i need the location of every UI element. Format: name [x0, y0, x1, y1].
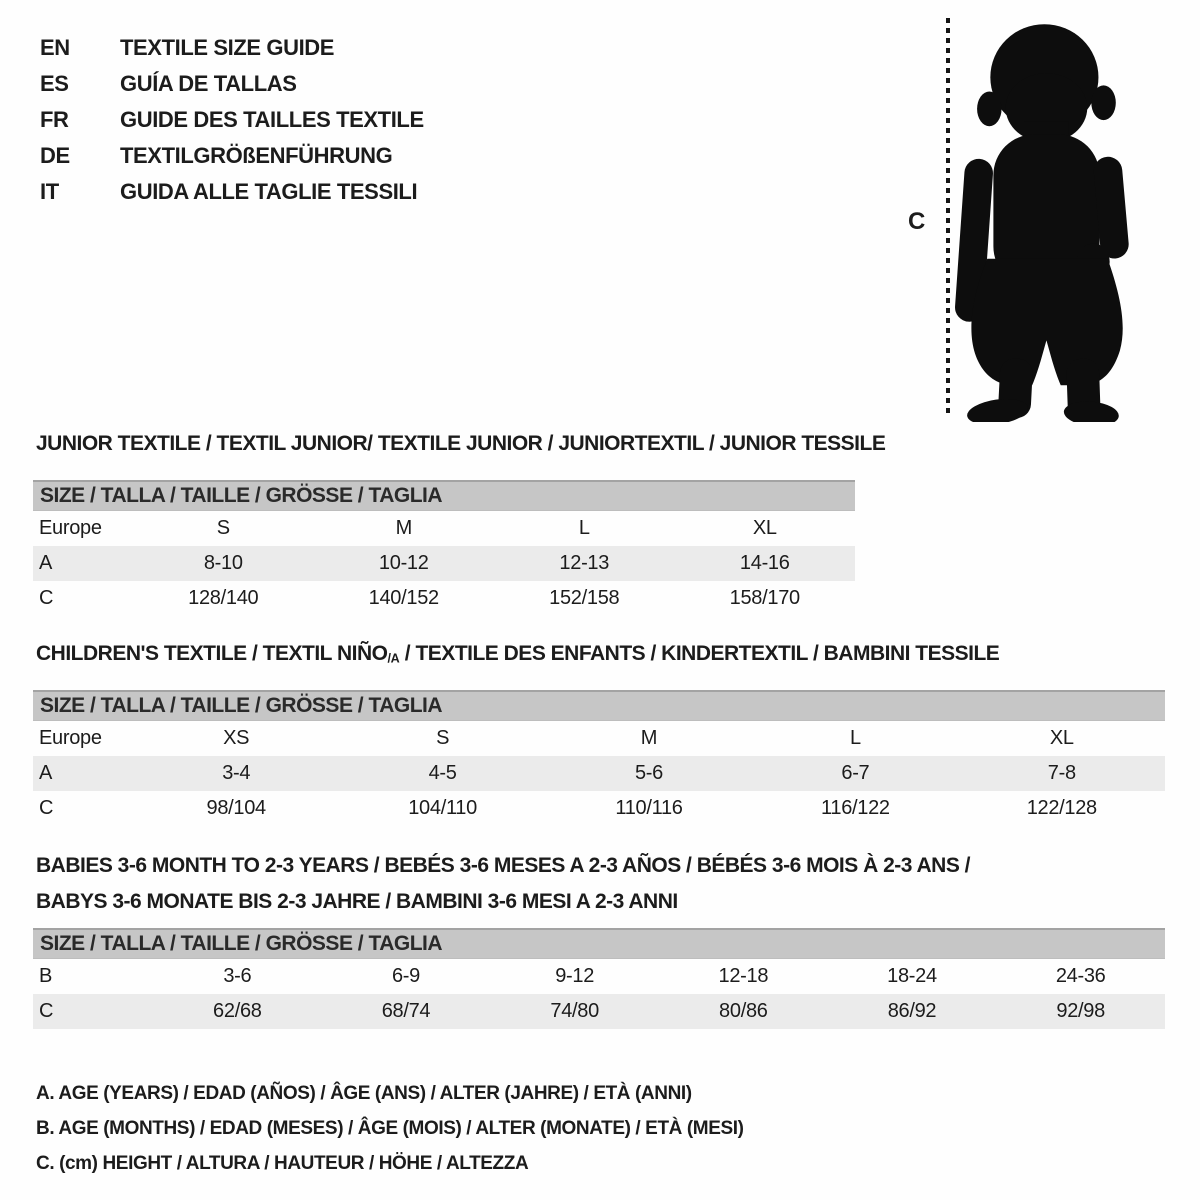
age-cell: 4-5 — [428, 762, 457, 784]
legend-line-a: A. AGE (YEARS) / EDAD (AÑOS) / ÂGE (ANS) / ALTER (JAHRE) / ETÀ (ANNI) — [36, 1083, 692, 1104]
measurement-legend — [36, 1076, 744, 1181]
language-code: FR — [40, 107, 69, 132]
table-row — [33, 511, 855, 546]
table-row — [33, 581, 855, 616]
legend-line-c: C. (cm) HEIGHT / ALTURA / HAUTEUR / HÖHE / ALTEZZA — [36, 1153, 529, 1174]
language-code: ES — [40, 71, 69, 96]
row-label: A — [39, 762, 53, 784]
size-cell: S — [216, 517, 230, 539]
height-cell: 68/74 — [381, 1000, 431, 1022]
height-cell: 86/92 — [887, 1000, 937, 1022]
table-row — [33, 721, 1165, 756]
size-cell: M — [640, 727, 658, 749]
children-size-header-bar: SIZE / TALLA / TAILLE / GRÖSSE / TAGLIA — [33, 690, 1165, 721]
language-label: GUÍA DE TALLAS — [120, 71, 297, 96]
height-dashed-line — [946, 18, 950, 416]
months-cell: 12-18 — [718, 965, 769, 987]
language-code: IT — [40, 179, 59, 204]
height-cell: 80/86 — [719, 1000, 768, 1022]
height-cell: 116/122 — [821, 797, 890, 819]
language-code: DE — [40, 143, 70, 168]
months-cell: 9-12 — [555, 965, 595, 987]
babies-size-table — [33, 928, 1165, 1029]
size-cell: L — [849, 727, 861, 749]
height-cell: 140/152 — [368, 587, 439, 609]
babies-size-header-bar: SIZE / TALLA / TAILLE / GRÖSSE / TAGLIA — [33, 928, 1165, 959]
toddler-silhouette-icon — [952, 14, 1147, 422]
children-title-suffix: / TEXTILE DES ENFANTS / KINDERTEXTIL / BAMBINI TESSILE — [399, 642, 1000, 665]
height-cell: 104/110 — [408, 797, 477, 819]
row-label: Europe — [39, 517, 102, 539]
height-cell: 158/170 — [729, 587, 800, 609]
height-cell: 62/68 — [213, 1000, 262, 1022]
babies-title-line1: BABIES 3-6 MONTH TO 2-3 YEARS / BEBÉS 3-6 MESES A 2-3 AÑOS / BÉBÉS 3-6 MOIS À 2-3 ANS / — [36, 854, 971, 877]
row-label: C — [39, 1000, 54, 1022]
language-row — [40, 30, 424, 66]
months-cell: 18-24 — [887, 965, 937, 987]
babies-section-title — [36, 848, 970, 920]
row-label: C — [39, 797, 54, 819]
height-cell: 110/116 — [615, 797, 683, 819]
age-cell: 7-8 — [1047, 762, 1076, 784]
height-cell: 98/104 — [206, 797, 266, 819]
children-title-subscript: /A — [387, 651, 400, 666]
age-cell: 8-10 — [203, 552, 243, 574]
height-measure-c-label: C — [908, 208, 926, 235]
table-row — [33, 994, 1165, 1029]
months-cell: 6-9 — [391, 965, 420, 987]
height-cell: 128/140 — [188, 587, 259, 609]
table-row — [33, 791, 1165, 826]
age-cell: 5-6 — [634, 762, 663, 784]
row-label: B — [39, 965, 53, 987]
height-cell: 152/158 — [549, 587, 620, 609]
row-label: Europe — [39, 727, 102, 749]
language-row — [40, 138, 424, 174]
children-size-table — [33, 690, 1165, 826]
table-row — [33, 756, 1165, 791]
age-cell: 12-13 — [559, 552, 610, 574]
age-cell: 14-16 — [739, 552, 790, 574]
months-cell: 24-36 — [1055, 965, 1106, 987]
language-list — [40, 30, 424, 210]
height-cell: 122/128 — [1026, 797, 1097, 819]
junior-section-title: JUNIOR TEXTILE / TEXTIL JUNIOR/ TEXTILE JUNIOR / JUNIORTEXTIL / JUNIOR TESSILE — [36, 432, 886, 455]
language-label: GUIDE DES TAILLES TEXTILE — [120, 107, 424, 132]
row-label: C — [39, 587, 54, 609]
language-code: EN — [40, 35, 70, 60]
size-cell: L — [578, 517, 590, 539]
language-row — [40, 102, 424, 138]
table-row — [33, 959, 1165, 994]
legend-line-b: B. AGE (MONTHS) / EDAD (MESES) / ÂGE (MOIS) / ALTER (MONATE) / ETÀ (MESI) — [36, 1118, 744, 1139]
age-cell: 10-12 — [378, 552, 429, 574]
language-label: TEXTILE SIZE GUIDE — [120, 35, 335, 60]
height-cell: 74/80 — [550, 1000, 599, 1022]
children-title-prefix: CHILDREN'S TEXTILE / TEXTIL NIÑO — [36, 642, 388, 665]
language-label: TEXTILGRÖßENFÜHRUNG — [120, 143, 393, 168]
size-cell: XL — [1049, 727, 1074, 749]
size-cell: XL — [752, 517, 777, 539]
language-row — [40, 66, 424, 102]
height-cell: 92/98 — [1056, 1000, 1105, 1022]
size-cell: XS — [223, 727, 250, 749]
size-cell: M — [395, 517, 412, 539]
junior-size-table — [33, 480, 855, 616]
months-cell: 3-6 — [223, 965, 252, 987]
row-label: A — [39, 552, 53, 574]
size-cell: S — [436, 727, 450, 749]
age-cell: 6-7 — [841, 762, 870, 784]
language-row — [40, 174, 424, 210]
junior-size-header-bar: SIZE / TALLA / TAILLE / GRÖSSE / TAGLIA — [33, 480, 855, 511]
babies-title-line2: BABYS 3-6 MONATE BIS 2-3 JAHRE / BAMBINI 3-6 MESI A 2-3 ANNI — [36, 890, 678, 913]
children-section-title — [36, 642, 999, 666]
age-cell: 3-4 — [222, 762, 251, 784]
language-label: GUIDA ALLE TAGLIE TESSILI — [120, 179, 418, 204]
table-row — [33, 546, 855, 581]
